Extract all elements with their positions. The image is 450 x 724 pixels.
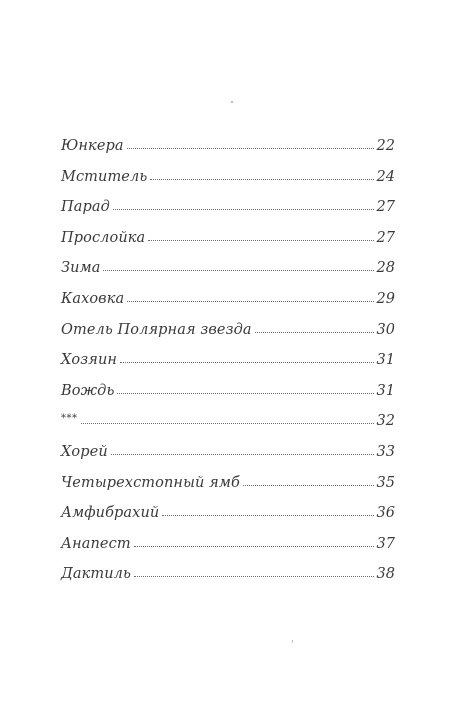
toc-entry-page: 22 [376,138,395,154]
toc-entry[interactable] [61,320,395,351]
dot-leader [127,301,373,302]
paper-speck [292,640,293,643]
dot-leader [127,148,374,149]
toc-entry[interactable] [61,564,395,595]
toc-entry-title: Парад [61,199,110,216]
toc-entry[interactable] [61,197,395,228]
toc-entry[interactable] [61,442,395,473]
dot-leader [150,179,373,180]
toc-entry-page: 30 [376,321,395,338]
dot-leader [162,515,373,516]
toc-entry-page: 33 [376,443,395,460]
toc-entry-title: Анапест [61,535,131,552]
dot-leader [113,209,374,210]
toc-entry-page: 31 [376,382,395,399]
toc-entry-page: 24 [376,168,395,185]
toc-entry-title: Прослойка [61,229,146,246]
toc-entry-title: Юнкера [61,138,124,154]
toc-entry[interactable] [61,167,395,198]
dot-leader [111,454,374,455]
toc-entry-page: 36 [376,505,395,522]
dot-leader [117,393,373,394]
toc-entry-title: Вождь [61,382,115,399]
toc-entry[interactable] [61,258,395,289]
toc-entry-page: 27 [376,229,395,246]
dot-leader [134,546,374,547]
toc-entry-page: 38 [376,566,395,583]
dot-leader [81,423,374,424]
toc-entry-title: Амфибрахий [61,505,160,522]
toc-entry-page: 32 [376,413,395,430]
toc-entry-title: Четырехстопный ямб [61,474,240,491]
dot-leader [148,240,373,241]
toc-entry-page: 35 [376,474,395,491]
paper-speck [231,101,233,103]
toc-entry[interactable] [61,228,395,259]
toc-entry-title: Зима [61,260,101,277]
toc-entry-title: Дактиль [61,566,132,583]
toc-entry-page: 27 [376,199,395,216]
toc-entry-title: Хорей [61,443,108,460]
toc-entry-title: Хозяин [61,352,118,369]
toc-entry-page: 37 [376,535,395,552]
dot-leader [134,576,374,577]
dot-leader [103,270,373,271]
toc-entry[interactable] [61,381,395,412]
dot-leader [255,332,374,333]
dot-leader [243,485,374,486]
toc-entry[interactable] [61,136,395,167]
dot-leader [120,362,373,363]
toc-entry-title: Отель Полярная звезда [61,321,252,338]
toc-entry[interactable] [61,350,395,381]
toc-entry[interactable] [61,534,395,565]
toc-entry-title: Мститель [61,168,148,185]
table-of-contents [61,136,395,595]
toc-entry-page: 28 [376,260,395,277]
toc-entry[interactable] [61,289,395,320]
toc-entry-page: 29 [376,290,395,307]
toc-entry-title: Каховка [61,290,125,307]
toc-entry[interactable] [61,411,395,442]
toc-entry[interactable] [61,503,395,534]
toc-entry-title: *** [61,413,78,425]
toc-entry-page: 31 [376,352,395,369]
toc-entry[interactable] [61,473,395,504]
